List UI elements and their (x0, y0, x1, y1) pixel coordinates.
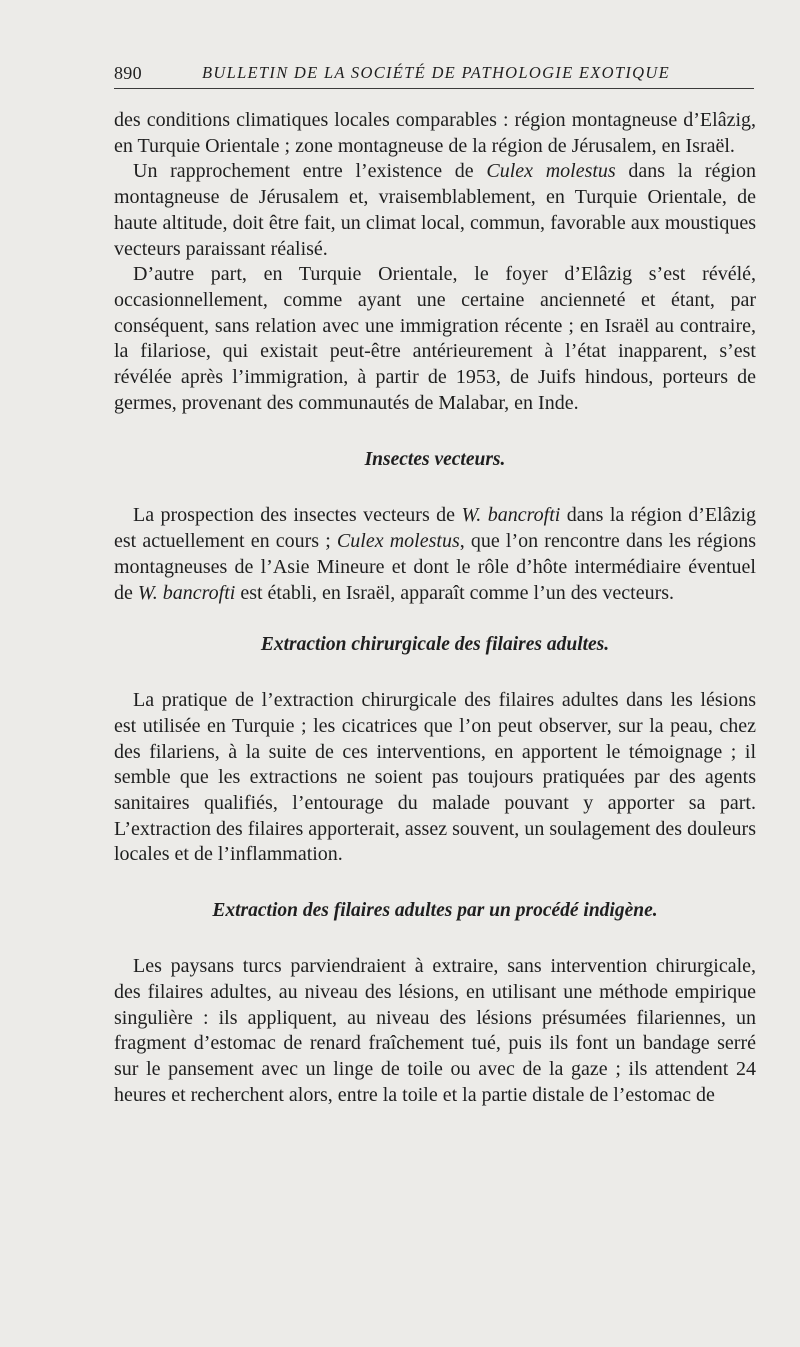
page-header (114, 62, 754, 89)
species-name: W. bancrofti (461, 504, 561, 527)
species-name: W. bancrofti (137, 581, 236, 604)
paragraph-paysans: Les paysans turcs parviendraient à extraire, sans intervention chirurgicale, des filaires adultes, au niveau des lésions, en utilisant une méthode empirique singulière : ils appliquent, au niveau des lésions présumées filariennes, un fragment d’estomac de renard fraîchement tué, puis ils font un bandage serré sur le pansement avec un linge de toile ou avec de la gaze ; ils attendent 24 heures et recherchent alors, entre la toile et la partie distale de l’estomac de (114, 955, 756, 1106)
text-run: Un rapprochement entre l’existence de (133, 160, 487, 183)
article-body (114, 108, 756, 1108)
section-heading-procede-indigene: Extraction des filaires adultes par un procédé indigène. (212, 900, 658, 922)
species-name: Culex molestus (336, 530, 460, 553)
paragraph-extraction-chirurgicale: La pratique de l’extraction chirurgicale des filaires adultes dans les lésions est utilisée en Turquie ; les cicatrices que l’on peut observer, sur la peau, chez des filariens, à la suite de ces interventions, en apportent le témoignage ; il semble que les extractions ne soient pas toujours pratiquées par des agents sanitaires qualifiés, l’entourage du malade pouvant y apporter sa part. L’extraction des filaires apporterait, assez souvent, un soulagement des douleurs locales et de l’inflammation. (114, 689, 756, 866)
text-run: dans la région d’Elâzig est actuellement en cours ; (114, 504, 757, 553)
section-heading-extraction-chirurgicale: Extraction chirurgicale des filaires adultes. (260, 634, 610, 656)
text-run: La prospection des insectes vecteurs de (133, 504, 462, 527)
species-name: Culex molestus (486, 160, 616, 183)
running-title: BULLETIN DE LA SOCIÉTÉ DE PATHOLOGIE EXOTIQUE (202, 63, 670, 82)
paragraph-continued: des conditions climatiques locales comparables : région montagneuse d’Elâzig, en Turquie Orientale ; zone montagneuse de la région de Jérusalem, en Israël. (114, 109, 756, 157)
text-run: , que l’on rencontre dans les régions montagneuses de l’Asie Mineure et dont le rôle d’hôte intermédiaire éventuel de (114, 530, 757, 604)
text-run: est établi, en Israël, apparaît comme l’un des vecteurs. (235, 581, 675, 604)
paragraph-autre-part: D’autre part, en Turquie Orientale, le foyer d’Elâzig s’est révélé, occasionnellement, comme ayant une certaine ancienneté et étant, par conséquent, sans relation avec une immigration récente ; en Israël au contraire, la filariose, qui existait peut-être antérieurement à l’état inapparent, s’est révélée après l’immigration, à partir de 1953, de Juifs hindous, porteurs de germes, provenant des communautés de Malabar, en Inde. (114, 263, 756, 414)
text-run: dans la région montagneuse de Jérusalem et, vraisemblablement, en Turquie Orientale, de haute altitude, doit être fait, un climat local, commun, favorable aux moustiques vecteurs paraissant réalisé. (114, 160, 757, 260)
page-number: 890 (114, 63, 142, 83)
section-heading-insectes: Insectes vecteurs. (364, 449, 506, 471)
paragraph-rapprochement (114, 159, 756, 262)
paragraph-prospection (114, 503, 756, 606)
